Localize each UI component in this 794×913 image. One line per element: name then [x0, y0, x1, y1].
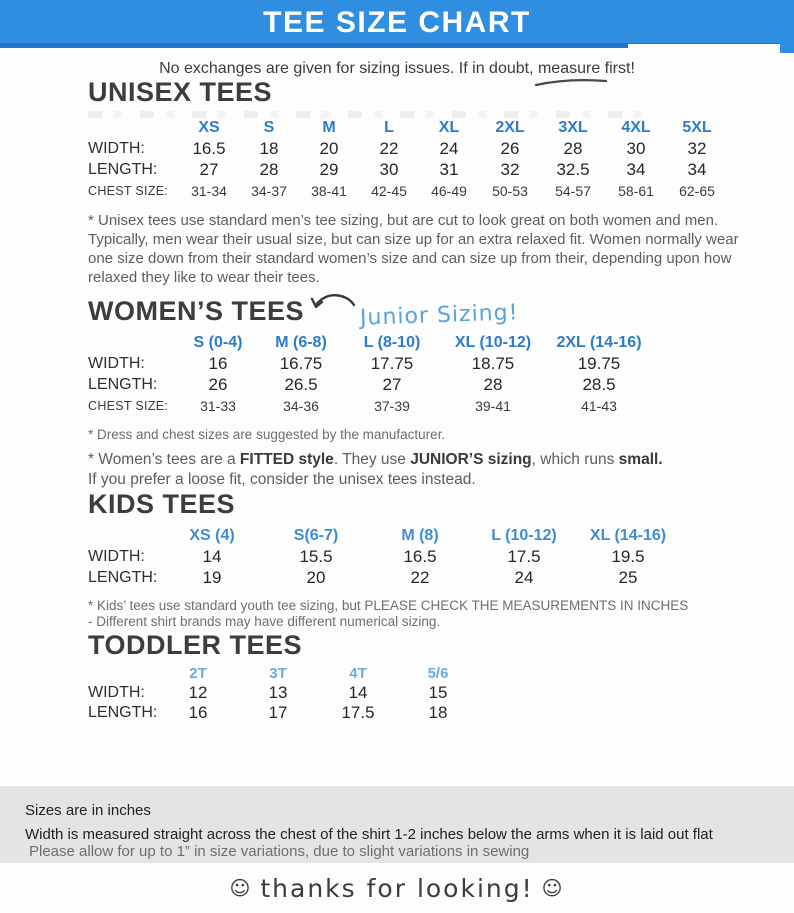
size-cell: 31-33: [200, 398, 236, 415]
size-cell: 20: [306, 568, 326, 588]
row-label: WIDTH:: [88, 355, 145, 373]
unisex-col-header: 5XL: [682, 119, 712, 137]
size-cell: 22: [379, 139, 399, 159]
womens-chest-row: [88, 396, 652, 417]
size-cell: 17: [268, 702, 288, 722]
page-title: TEE SIZE CHART: [263, 5, 531, 39]
row-label: WIDTH:: [88, 548, 145, 566]
size-cell: 39-41: [475, 398, 511, 415]
toddler-width-row: [88, 683, 478, 703]
kids-sizing-note: [88, 598, 794, 631]
kids-note-line1: * Kids’ tees use standard youth tee sizing, but PLEASE CHECK THE MEASUREMENTS IN INCHES: [88, 597, 689, 613]
size-cell: 62-65: [679, 183, 715, 200]
size-cell: 26: [208, 375, 228, 395]
size-cell: 28: [483, 375, 503, 395]
thanks-text: thanks for looking!: [260, 874, 534, 903]
row-label: LENGTH:: [88, 569, 158, 587]
row-label: CHEST SIZE:: [88, 184, 169, 199]
empty-corner-cell: [88, 118, 179, 139]
unisex-sizing-note: * Unisex tees use standard men’s tee sizing, but are cut to look great on both women and men. Typically, men wear their usual size, but can size up for an extra relaxed fit. Women normally wear one size down from their standard women’s size and can size up from their, depending upon how relaxed they like to wear their tees.: [88, 211, 739, 286]
size-cell: 34-36: [283, 398, 319, 415]
kids-size-table: [88, 526, 680, 589]
womens-section-heading: WOMEN’S TEES: [88, 295, 305, 326]
size-cell: 18: [428, 702, 448, 722]
fitted-note-part: * Women’s tees are a: [88, 451, 240, 469]
womens-manufacturer-note: * Dress and chest sizes are suggested by the manufacturer.: [88, 426, 446, 442]
size-cell: 46-49: [431, 183, 467, 200]
size-cell: 22: [410, 568, 430, 588]
size-cell: 16: [188, 702, 208, 722]
row-label: WIDTH:: [88, 140, 145, 158]
size-cell: 20: [319, 139, 339, 159]
size-cell: 24: [439, 139, 459, 159]
unisex-col-header: XS: [198, 119, 220, 137]
womens-fitted-note: [88, 450, 768, 490]
row-label: CHEST SIZE:: [88, 399, 169, 414]
empty-corner-cell: [88, 664, 158, 683]
toddler-col-header: 4T: [349, 664, 367, 682]
toddler-length-row: [88, 703, 478, 723]
header-bar: [0, 0, 794, 43]
fitted-note-part: , which runs: [531, 451, 619, 469]
womens-col-header: M (6-8): [275, 334, 327, 352]
fitted-note-bold: FITTED style: [239, 451, 334, 469]
cropped-text-artifact: [88, 111, 654, 118]
size-cell: 26.5: [284, 375, 318, 395]
size-cell: 28: [563, 139, 583, 159]
unisex-col-header: 3XL: [558, 119, 588, 137]
size-cell: 26: [500, 139, 520, 159]
empty-corner-cell: [88, 526, 160, 547]
toddler-header-row: [88, 664, 478, 683]
size-cell: 17.5: [341, 702, 375, 722]
unisex-col-header: L: [384, 119, 394, 137]
fitted-note-bold: small.: [618, 451, 663, 469]
smiley-icon: ☺: [541, 876, 565, 900]
size-cell: 18: [259, 139, 279, 159]
unisex-length-row: [88, 160, 727, 181]
kids-col-header: XL (14-16): [589, 527, 667, 545]
size-cell: 41-43: [581, 398, 617, 415]
row-label: LENGTH:: [88, 376, 158, 394]
toddler-col-header: 3T: [269, 664, 287, 682]
womens-col-header: S (0-4): [193, 334, 243, 352]
size-cell: 58-61: [618, 183, 654, 200]
size-cell: 13: [268, 682, 288, 702]
size-cell: 28.5: [582, 375, 616, 395]
kids-section-heading: KIDS TEES: [88, 489, 236, 520]
kids-col-header: S(6-7): [293, 527, 339, 545]
womens-header-row: [88, 333, 652, 354]
size-cell: 34: [687, 160, 707, 180]
header-right-sliver: [780, 43, 794, 53]
unisex-width-row: [88, 139, 727, 160]
fitted-note-line2: If you prefer a loose fit, consider the unisex tees instead.: [88, 471, 476, 489]
size-cell: 16: [208, 354, 228, 374]
size-cell: 24: [514, 568, 534, 588]
empty-corner-cell: [88, 333, 178, 354]
underline-swoosh-icon: [532, 78, 610, 87]
kids-col-header: M (8): [401, 527, 439, 545]
size-cell: 15: [428, 682, 448, 702]
size-cell: 15.5: [299, 547, 333, 567]
size-cell: 14: [202, 547, 222, 567]
size-cell: 19.75: [577, 354, 621, 374]
size-cell: 42-45: [371, 183, 407, 200]
size-cell: 30: [379, 160, 399, 180]
toddler-section-heading: TODDLER TEES: [88, 629, 303, 660]
footer-units-note: Sizes are in inches: [25, 802, 151, 819]
unisex-col-header: 2XL: [495, 119, 525, 137]
exchange-policy-note: [0, 60, 794, 78]
kids-col-header: XS (4): [189, 527, 235, 545]
size-cell: 54-57: [555, 183, 591, 200]
junior-sizing-annotation: Junior Sizing!: [359, 300, 519, 331]
unisex-col-header: 4XL: [621, 119, 651, 137]
smiley-icon: ☺: [229, 876, 253, 900]
womens-col-header: 2XL (14-16): [556, 334, 642, 352]
size-cell: 50-53: [492, 183, 528, 200]
curved-arrow-icon: [306, 291, 358, 325]
size-cell: 25: [618, 568, 638, 588]
size-cell: 19: [202, 568, 222, 588]
size-cell: 17.75: [370, 354, 414, 374]
unisex-chest-row: [88, 181, 727, 202]
size-cell: 17.5: [507, 547, 541, 567]
size-cell: 19.5: [611, 547, 645, 567]
size-cell: 37-39: [374, 398, 410, 415]
unisex-section-heading: UNISEX TEES: [88, 77, 273, 107]
fitted-note-part: . They use: [333, 451, 411, 469]
fitted-note-bold: JUNIOR’S sizing: [410, 451, 532, 469]
toddler-size-table: [88, 664, 478, 723]
size-cell: 28: [259, 160, 279, 180]
size-cell: 38-41: [311, 183, 347, 200]
kids-length-row: [88, 568, 680, 589]
size-cell: 18.75: [471, 354, 515, 374]
thanks-message: [0, 874, 794, 903]
womens-col-header: XL (10-12): [454, 334, 532, 352]
toddler-col-header: 2T: [189, 664, 207, 682]
toddler-col-header: 5/6: [427, 664, 449, 682]
measure-word: measure: [537, 60, 601, 77]
unisex-col-header: XL: [438, 119, 460, 137]
womens-size-table: [88, 333, 652, 417]
size-cell: 12: [188, 682, 208, 702]
size-cell: 16.75: [279, 354, 323, 374]
footer-variation-note: Please allow for up to 1” in size variations, due to slight variations in sewing: [29, 843, 530, 860]
header-white-notch: [628, 44, 780, 58]
unisex-col-header: M: [322, 119, 336, 137]
size-cell: 27: [382, 375, 402, 395]
size-cell: 29: [319, 160, 339, 180]
size-cell: 30: [626, 139, 646, 159]
size-cell: 31-34: [191, 183, 227, 200]
size-cell: 32: [687, 139, 707, 159]
size-cell: 31: [439, 160, 459, 180]
size-cell: 16.5: [403, 547, 437, 567]
womens-col-header: L (8-10): [363, 334, 421, 352]
unisex-header-row: [88, 118, 727, 139]
row-label: WIDTH:: [88, 683, 145, 701]
womens-width-row: [88, 354, 652, 375]
measurement-info-band: [0, 786, 794, 863]
row-label: LENGTH:: [88, 703, 158, 721]
unisex-col-header: S: [263, 119, 275, 137]
kids-header-row: [88, 526, 680, 547]
measure-word-wrap: [538, 60, 600, 78]
size-cell: 34: [626, 160, 646, 180]
size-cell: 16.5: [192, 139, 226, 159]
size-cell: 32.5: [556, 160, 590, 180]
kids-note-line2: - Different shirt brands may have different numerical sizing.: [88, 614, 441, 630]
size-cell: 14: [348, 682, 368, 702]
womens-length-row: [88, 375, 652, 396]
kids-col-header: L (10-12): [491, 527, 557, 545]
size-cell: 32: [500, 160, 520, 180]
size-cell: 27: [199, 160, 219, 180]
row-label: LENGTH:: [88, 161, 158, 179]
exchange-note-suffix: first!: [600, 60, 635, 77]
kids-width-row: [88, 547, 680, 568]
unisex-size-table: [88, 118, 727, 202]
exchange-note-prefix: No exchanges are given for sizing issues. If in doubt,: [159, 60, 538, 77]
footer-width-note: Width is measured straight across the chest of the shirt 1-2 inches below the arms when it is laid out flat: [25, 826, 713, 843]
size-cell: 34-37: [251, 183, 287, 200]
